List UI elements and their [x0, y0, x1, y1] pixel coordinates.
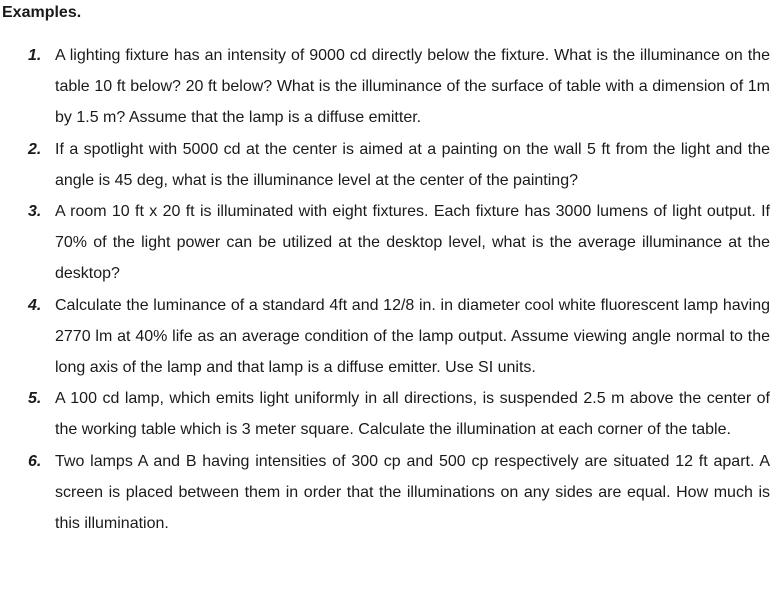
example-item-1	[0, 40, 775, 134]
example-item-4	[0, 290, 775, 384]
example-text: A 100 cd lamp, which emits light uniformly in all directions, is suspended 2.5 m above the center of the working table which is 3 meter square. Calculate the illumination at each corner of the table.	[55, 390, 770, 439]
example-text: A lighting fixture has an intensity of 9000 cd directly below the fixture. What is the illuminance on the table 10 ft below? 20 ft below? What is the illuminance of the surface of table with a dimension of 1m by 1.5 m? Assume that the lamp is a diffuse emitter.	[55, 47, 770, 127]
page-heading: Examples.	[2, 4, 82, 21]
examples-list	[0, 40, 775, 539]
example-text: Two lamps A and B having intensities of 300 cp and 500 cp respectively are situated 12 ft apart. A screen is placed between them in order that the illuminations on any sides are equal. How much is this illumination.	[55, 452, 770, 533]
example-text: If a spotlight with 5000 cd at the center is aimed at a painting on the wall 5 ft from the light and the angle is 45 deg, what is the illuminance level at the center of the painting?	[55, 140, 770, 189]
example-number: 2.	[28, 140, 42, 158]
example-text: A room 10 ft x 20 ft is illuminated with eight fixtures. Each fixture has 3000 lumens of light output. If 70% of the light power can be utilized at the desktop level, what is the average illuminance at the desktop?	[55, 203, 770, 283]
example-number: 1.	[28, 47, 42, 64]
example-item-3	[0, 196, 775, 290]
example-text: Calculate the luminance of a standard 4ft and 12/8 in. in diameter cool white fluorescent lamp having 2770 lm at 40% life as an average condition of the lamp output. Assume viewing angle normal to the long axis of the lamp and that lamp is a diffuse emitter. Use SI units.	[55, 296, 770, 377]
example-number: 4.	[28, 296, 42, 314]
example-item-6	[0, 446, 775, 540]
example-number: 3.	[28, 203, 42, 221]
example-item-2	[0, 134, 775, 196]
example-number: 5.	[28, 390, 42, 408]
example-item-5	[0, 383, 775, 445]
example-number: 6.	[28, 452, 42, 470]
